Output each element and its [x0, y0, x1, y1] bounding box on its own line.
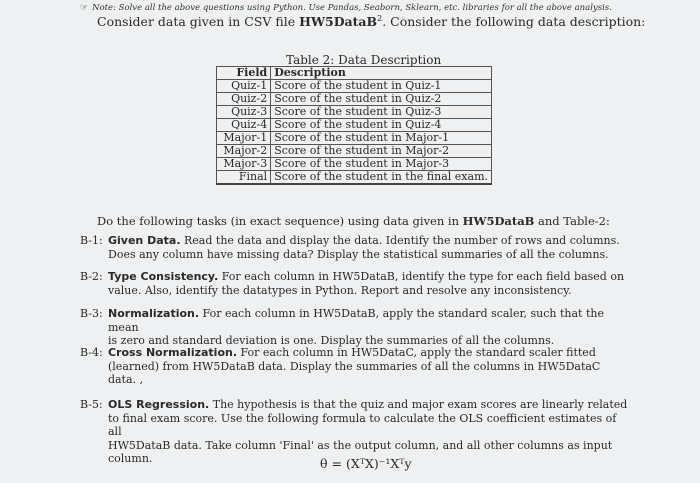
- description-cell: Score of the student in Quiz-4: [271, 119, 492, 132]
- task-intro-text-end: and Table-2:: [534, 214, 610, 228]
- description-cell: Score of the student in Quiz-2: [271, 93, 492, 106]
- task-b4: [80, 346, 632, 387]
- task-text: data. ,: [108, 373, 144, 386]
- table-header-row: [217, 67, 492, 80]
- field-cell: Major-2: [217, 145, 271, 158]
- description-cell: Score of the student in the final exam.: [271, 171, 492, 185]
- task-number: B-2:: [80, 270, 103, 283]
- field-cell: Quiz-2: [217, 93, 271, 106]
- task-text: Read the data and display the data. Identify the number of rows and columns.: [180, 234, 620, 247]
- note-line: [80, 3, 690, 13]
- intro-paragraph: [97, 14, 687, 29]
- description-cell: Score of the student in Major-1: [271, 132, 492, 145]
- task-number: B-3:: [80, 307, 103, 320]
- task-text: For each column in HW5DataB, identify the type for each field based on: [218, 270, 625, 283]
- task-text: (learned) from HW5DataB data. Display the summaries of all the columns in HW5DataC: [108, 359, 601, 373]
- task-intro: [97, 214, 610, 228]
- table-row: [217, 132, 492, 145]
- table-row: [217, 145, 492, 158]
- table-row: [217, 80, 492, 93]
- task-text: The hypothesis is that the quiz and major exam scores are linearly related: [209, 398, 628, 411]
- task-number: B-1:: [80, 234, 103, 247]
- task-b3: [80, 307, 632, 348]
- task-text: For each column in HW5DataC, apply the standard scaler fitted: [237, 346, 596, 359]
- table-row: [217, 106, 492, 119]
- footnote-marker: 2: [377, 14, 383, 23]
- field-cell: Major-1: [217, 132, 271, 145]
- task-title: OLS Regression.: [108, 398, 210, 411]
- intro-text: Consider data given in CSV file: [97, 14, 300, 30]
- task-text: HW5DataB data. Take column 'Final' as the output column, and all other columns as input: [108, 438, 613, 452]
- task-text: For each column in HW5DataB, apply the standard scaler, such that the mean: [108, 307, 604, 334]
- table-caption: Table 2: Data Description: [286, 53, 442, 67]
- intro-text-end: . Consider the following data description:: [382, 14, 646, 30]
- table-row: [217, 93, 492, 106]
- table-row: [217, 171, 492, 185]
- task-intro-text: Do the following tasks (in exact sequence) using data given in: [97, 214, 463, 228]
- task-intro-file: HW5DataB: [462, 214, 535, 228]
- task-number: B-5:: [80, 398, 103, 411]
- note-text: Note: Solve all the above questions using Python. Use Pandas, Seaborn, Sklearn, etc. libraries for all the above analysis.: [92, 3, 612, 13]
- task-title: Normalization.: [108, 307, 200, 320]
- field-cell: Quiz-3: [217, 106, 271, 119]
- task-text: column.: [108, 452, 153, 465]
- field-cell: Quiz-4: [217, 119, 271, 132]
- ols-formula: θ = (XᵀX)⁻¹Xᵀy: [320, 456, 412, 471]
- task-number: B-4:: [80, 346, 103, 359]
- task-b1: [80, 234, 632, 261]
- pointing-hand-icon: ☞: [80, 3, 89, 13]
- header-field: Field: [217, 67, 271, 80]
- task-b2: [80, 270, 632, 297]
- field-cell: Final: [217, 171, 271, 185]
- description-cell: Score of the student in Major-3: [271, 158, 492, 171]
- description-cell: Score of the student in Quiz-3: [271, 106, 492, 119]
- field-cell: Major-3: [217, 158, 271, 171]
- task-text: is zero and standard deviation is one. Display the summaries of all the columns.: [108, 334, 555, 347]
- task-title: Given Data.: [108, 234, 181, 247]
- task-text: Does any column have missing data? Display the statistical summaries of all the columns.: [108, 247, 609, 261]
- description-cell: Score of the student in Major-2: [271, 145, 492, 158]
- task-title: Cross Normalization.: [108, 346, 238, 359]
- header-description: Description: [271, 67, 492, 80]
- table-row: [217, 158, 492, 171]
- data-description-table: [216, 66, 492, 185]
- task-title: Type Consistency.: [108, 270, 219, 283]
- table-row: [217, 119, 492, 132]
- field-cell: Quiz-1: [217, 80, 271, 93]
- task-text: to final exam score. Use the following formula to calculate the OLS coefficient estimates of all: [108, 411, 617, 438]
- intro-file-name: HW5DataB: [299, 14, 378, 30]
- description-cell: Score of the student in Quiz-1: [271, 80, 492, 93]
- task-text: value. Also, identify the datatypes in Python. Report and resolve any inconsistency.: [108, 283, 572, 297]
